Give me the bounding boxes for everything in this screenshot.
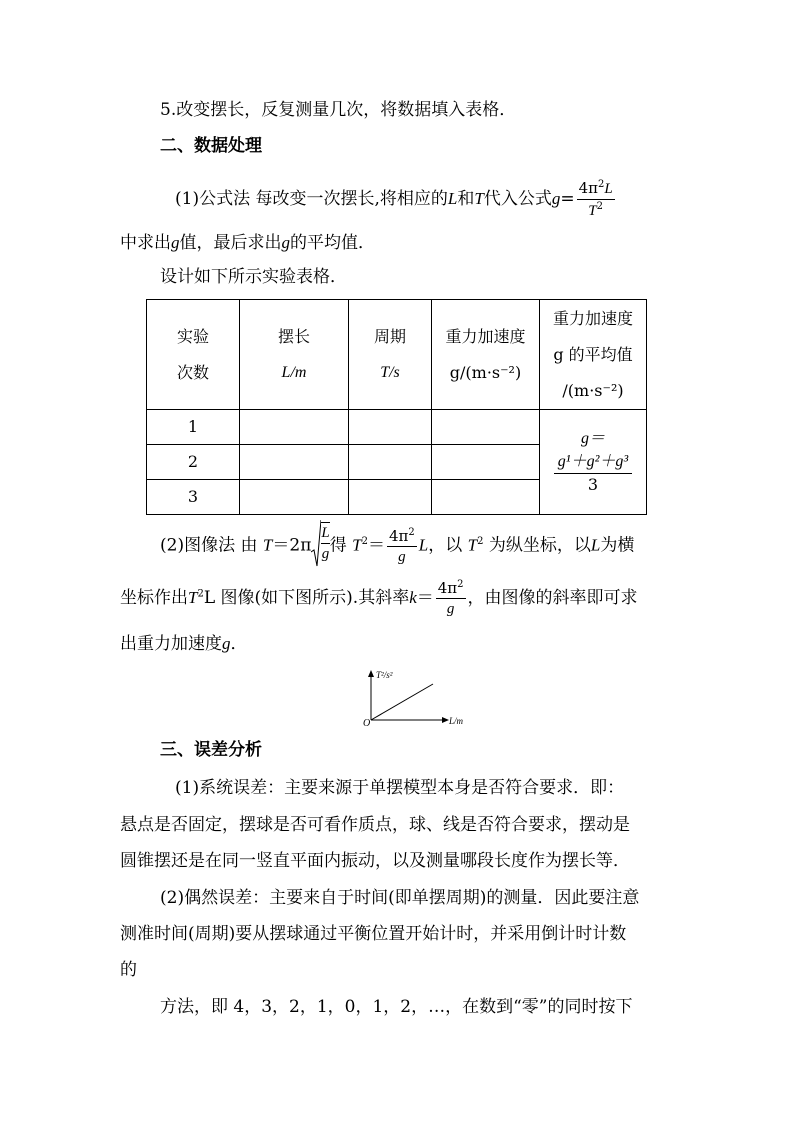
section2-heading: 二、数据处理 (160, 136, 262, 156)
origin-label: O (363, 718, 371, 729)
header-g-avg-l1: 重力加速度 (552, 308, 633, 328)
row3-length (240, 480, 349, 515)
graph-frac-num: 4π (388, 526, 409, 545)
error-p2-line1: (2)偶然误差：主要来自于时间(即单摆周期)的测量．因此要注意 (160, 888, 640, 908)
graph-frac-den: g (398, 548, 406, 565)
header-g-l2: g/(m·s⁻²) (449, 362, 522, 382)
experiment-table (146, 299, 647, 515)
and-word: 和 (457, 189, 475, 209)
header-period (349, 300, 432, 410)
graph-line2-a: 坐标作出 (120, 588, 188, 608)
g-formula-fraction (577, 178, 615, 221)
row2-g (432, 445, 540, 480)
section3-heading: 三、误差分析 (160, 740, 262, 760)
sq-sup: 2 (598, 179, 605, 190)
graph-text-a: ，以 (428, 535, 463, 556)
graph-t: T (262, 535, 273, 555)
error-p1-line3: 圆锥摆还是在同一竖直平面内振动，以及测量哪段长度作为摆长等． (120, 851, 630, 871)
sqrt-den: g (321, 543, 329, 564)
row1-g (432, 410, 540, 445)
row3-period (349, 480, 432, 515)
graph-line3-g: g (222, 634, 231, 653)
graph-frac-sup: 2 (408, 526, 415, 538)
row1-length (240, 410, 349, 445)
graph-text-b: 为纵坐标，以 (488, 535, 591, 556)
header-length-l2: L/m (281, 363, 307, 381)
graph-line2-b: L 图像(如下图所示).其斜率 (203, 588, 410, 608)
error-p2-line2: 测准时间(周期)要从摆球通过平衡位置开始计时，并采用倒计时计数 (120, 924, 627, 944)
graph-method-line3: 出重力加速度g． (120, 634, 248, 654)
sq-sup-den: 2 (596, 201, 604, 212)
graph-line2-c: ，由图像的斜率即可求 (467, 588, 638, 608)
row1-period (349, 410, 432, 445)
var-t: T (474, 189, 484, 208)
y-axis-arrow-icon (368, 670, 374, 677)
cont-a: 中求出 (120, 233, 171, 253)
row3-trial: 3 (147, 480, 240, 515)
graph-method-label: (2)图像法 (160, 535, 236, 556)
header-g-avg-l3: /(m·s⁻²) (562, 380, 624, 400)
header-g (432, 300, 540, 410)
graph-line2-sup: 2 (197, 588, 204, 600)
g-average-cell (540, 410, 647, 515)
equals-sign: = (560, 189, 575, 209)
graph-l-axis: L (590, 535, 601, 555)
header-g-avg-l2: g 的平均值 (553, 344, 633, 364)
formula-continuation (120, 231, 375, 255)
slope-den: g (446, 601, 455, 617)
x-axis-arrow-icon (442, 717, 449, 723)
graph-method-line1 (160, 522, 634, 570)
formula-method-text-a: 每改变一次摆长,将相应的 (255, 189, 448, 209)
row2-period (349, 445, 432, 480)
row2-trial: 2 (147, 445, 240, 480)
x-axis-label: L/m (449, 716, 464, 726)
radical-sign-icon (311, 518, 321, 568)
sqrt-num: L (321, 525, 330, 541)
avg-numerator: g¹＋g²＋g³ (554, 451, 632, 474)
header-trial-l2: 次数 (176, 362, 209, 382)
formula-method-label: (1)公式法 (175, 189, 251, 209)
cont-g1: g (171, 233, 180, 252)
y-axis-label: T²/s² (376, 670, 393, 680)
graph-from: 由 (240, 535, 258, 556)
sqrt-l-over-g (311, 522, 329, 570)
header-g-avg (540, 300, 647, 410)
slope-num: 4π (437, 579, 458, 597)
slope-fraction (436, 578, 466, 619)
header-length-l1: 摆长 (277, 326, 310, 346)
error-p2-line3: 的 (120, 960, 137, 980)
graph-k: k (409, 588, 417, 607)
graph-t2: T (352, 535, 362, 555)
header-period-l2: T/s (380, 363, 400, 381)
cont-g2: g (281, 233, 290, 252)
graph-line3: 出重力加速度 (120, 634, 222, 654)
avg-g-eq: g＝ (580, 430, 605, 447)
var-g: g (551, 189, 561, 208)
formula-method-line (175, 178, 617, 221)
row3-g (432, 480, 540, 515)
row1-trial: 1 (147, 410, 240, 445)
formula-method-text-b: 代入公式 (483, 189, 552, 209)
cont-b: 值，最后求出 (179, 233, 282, 253)
graph-tail-l: L (418, 535, 429, 555)
var-l: L (447, 189, 458, 208)
graph-eq3: ＝ (416, 588, 434, 608)
graph-t2-b: T (467, 535, 478, 555)
header-period-l1: 周期 (373, 326, 406, 346)
graph-line2-t: T (188, 588, 198, 607)
header-trial (147, 300, 240, 410)
graph-t2-sup: 2 (361, 535, 368, 547)
t2-l-graph (355, 668, 475, 730)
error-p1-line2: 悬点是否固定，摆球是否可看作质点，球、线是否符合要求，摆动是 (120, 815, 630, 835)
graph-fraction (387, 526, 417, 567)
design-text: 设计如下所示实验表格． (160, 267, 347, 287)
graph-t2-b-sup: 2 (477, 535, 484, 547)
row2-length (240, 445, 349, 480)
fraction-num: 4π (578, 179, 598, 197)
graph-method-line2 (120, 578, 638, 619)
graph-text-c: 为横 (600, 535, 635, 556)
header-g-l1: 重力加速度 (445, 326, 526, 346)
cont-c: 的平均值． (290, 233, 375, 253)
avg-denominator: 3 (587, 475, 599, 494)
graph-get: 得 (329, 535, 347, 556)
graph-eq2: ＝ (367, 535, 385, 556)
t2-l-line (371, 684, 433, 720)
header-length (240, 300, 349, 410)
step5-text: 5.改变摆长，反复测量几次，将数据填入表格． (160, 100, 517, 120)
fraction-num-l: L (604, 181, 613, 197)
error-p3-line1: 方法，即 4，3，2，1，0，1，2，…，在数到“零”的同时按下 (160, 997, 633, 1017)
slope-sup: 2 (457, 579, 464, 590)
graph-eq: ＝2π (272, 535, 312, 556)
error-p1-line1: (1)系统误差：主要来源于单摆模型本身是否符合要求．即： (175, 778, 625, 798)
fraction-den: T (588, 203, 597, 219)
header-trial-l1: 实验 (176, 326, 209, 346)
